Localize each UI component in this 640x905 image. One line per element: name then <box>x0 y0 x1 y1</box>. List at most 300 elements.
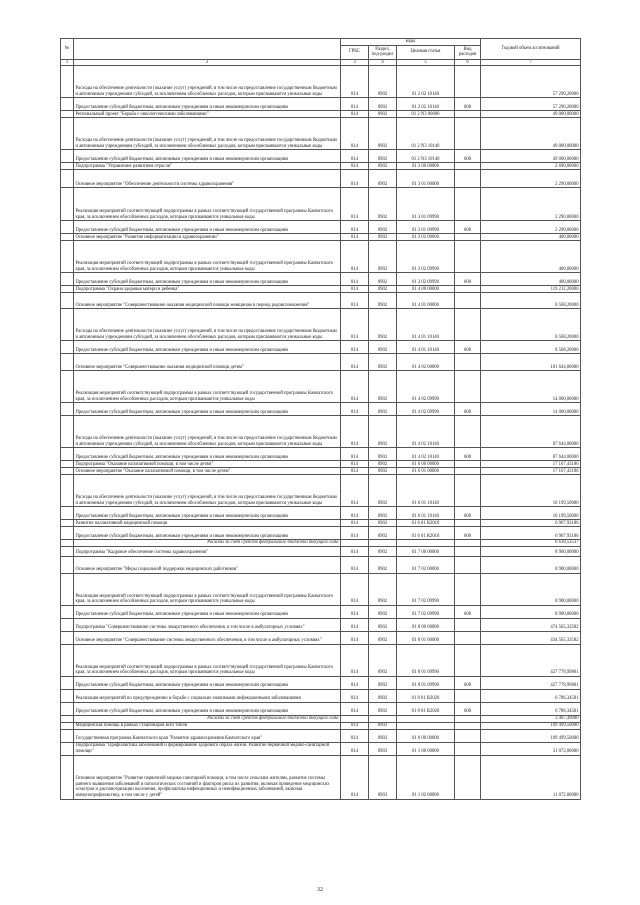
cell-grbs: 814 <box>341 286 369 293</box>
table-row <box>61 729 581 742</box>
cell-razdel: 0902 <box>369 354 397 371</box>
budget-table <box>60 38 581 800</box>
cell-razdel: 0902 <box>369 66 397 98</box>
cell-csr: 01 1 02 00000 <box>397 755 455 799</box>
cell-grbs: 814 <box>341 475 369 507</box>
cell-num <box>61 188 74 221</box>
cell-num <box>61 546 74 556</box>
cell-grbs: 814 <box>341 170 369 188</box>
cell-name: Основное мероприятие "Совершенствование системы лекарственного обеспечения, в том числе в амбулаторных условиях" <box>74 631 341 644</box>
cell-num <box>61 507 74 520</box>
cell-vr <box>455 309 481 341</box>
cell-total: 49 000,00000 <box>481 111 581 118</box>
cell-name: Предоставление субсидий бюджетным, автономным учреждениям и иным некоммерческим организациям <box>74 98 341 111</box>
header-colnum: 4 <box>369 59 397 66</box>
cell-total: 400,00000 <box>481 241 581 273</box>
cell-num <box>61 371 74 403</box>
cell-vr: 600 <box>455 527 481 540</box>
cell-grbs: 814 <box>341 461 369 468</box>
header-vr: Вид расходов <box>455 45 481 59</box>
header-numbers-row <box>61 59 581 66</box>
cell-name: Подпрограмма "Профилактика заболеваний и формирование здорового образа жизни. Развитие первичной медико-санитарной помощи" <box>74 742 341 755</box>
table-row <box>61 527 581 540</box>
cell-num <box>61 170 74 188</box>
header-colnum: 7 <box>481 59 581 66</box>
cell-total: 8 900,00000 <box>481 556 581 573</box>
cell-total: 14 000,00000 <box>481 371 581 403</box>
cell-grbs: 814 <box>341 755 369 799</box>
cell-grbs: 814 <box>341 729 369 742</box>
cell-vr <box>455 286 481 293</box>
cell-name: Основное мероприятие "Совершенствование оказания медицинской помощи женщинам в период родовспоможения" <box>74 293 341 309</box>
cell-vr <box>455 118 481 150</box>
cell-num <box>61 354 74 371</box>
cell-razdel: 0902 <box>369 188 397 221</box>
header-num: № <box>61 39 74 60</box>
cell-vr: 600 <box>455 676 481 689</box>
cell-name: Основное мероприятие "Оказание паллиативной помощи, в том числе детям" <box>74 468 341 475</box>
cell-vr: 600 <box>455 273 481 286</box>
cell-total: 101 644,00000 <box>481 354 581 371</box>
table-row <box>61 689 581 702</box>
cell-num <box>61 676 74 689</box>
cell-grbs: 814 <box>341 98 369 111</box>
cell-name: Расходы на обеспечение деятельности (оказание услуг) учреждений, в том числе на предоставление государственным бюджетным и автономным учреждениям субсидий, за исключением обособленных расходов, которым присваиваются уникальные коды <box>74 475 341 507</box>
cell-razdel: 0902 <box>369 448 397 461</box>
cell-num <box>61 618 74 631</box>
cell-num <box>61 520 74 527</box>
cell-total: 17 167,43186 <box>481 468 581 475</box>
cell-vr <box>455 241 481 273</box>
table-row <box>61 631 581 644</box>
cell-grbs: 814 <box>341 273 369 286</box>
cell-num <box>61 416 74 448</box>
cell-vr <box>455 644 481 676</box>
header-grbs: ГРБС <box>341 45 369 59</box>
cell-vr: 600 <box>455 341 481 354</box>
header-total: Годовой объем ассигнований <box>481 39 581 60</box>
cell-vr <box>455 354 481 371</box>
cell-razdel: 0902 <box>369 618 397 631</box>
cell-grbs: 814 <box>341 676 369 689</box>
cell-vr <box>455 755 481 799</box>
cell-name: Основное мероприятие "Совершенствование оказания медицинской помощи детям" <box>74 354 341 371</box>
cell-total: 57 290,20000 <box>481 66 581 98</box>
cell-razdel: 0903 <box>369 729 397 742</box>
table-row <box>61 676 581 689</box>
table-row <box>61 118 581 150</box>
cell-grbs: 814 <box>341 722 369 729</box>
header-colnum: 3 <box>341 59 369 66</box>
cell-num <box>61 286 74 293</box>
cell-grbs: 814 <box>341 468 369 475</box>
cell-razdel: 0902 <box>369 286 397 293</box>
table-row <box>61 163 581 170</box>
cell-csr: 01 7 02 00000 <box>397 556 455 573</box>
cell-razdel: 0903 <box>369 722 397 729</box>
cell-csr: 01 4 00 00000 <box>397 286 455 293</box>
cell-razdel <box>369 540 397 547</box>
cell-razdel: 0902 <box>369 702 397 715</box>
header-name: Наименование <box>74 39 341 60</box>
cell-grbs: 814 <box>341 341 369 354</box>
cell-num <box>61 111 74 118</box>
cell-csr: 01 6 01 00000 <box>397 468 455 475</box>
cell-total: 6 967,93186 <box>481 520 581 527</box>
table-row <box>61 702 581 715</box>
cell-vr <box>455 66 481 98</box>
table-row <box>61 98 581 111</box>
table-row <box>61 170 581 188</box>
cell-grbs: 814 <box>341 118 369 150</box>
cell-name: Подпрограмма "Совершенствование системы лекарственного обеспечения, в том числе в амбулаторных условиях" <box>74 618 341 631</box>
cell-num <box>61 722 74 729</box>
cell-total: 400,00000 <box>481 273 581 286</box>
cell-csr: 01 4 02 09990 <box>397 403 455 416</box>
cell-csr: 01 8 00 00000 <box>397 618 455 631</box>
cell-vr: 600 <box>455 98 481 111</box>
cell-name: Реализация мероприятий соответствующей подпрограммы в рамках соответствующей государственной программы Камчатского края, за исключением обособленных расходов, которым присваиваются уникальные коды <box>74 573 341 605</box>
cell-razdel: 0902 <box>369 170 397 188</box>
cell-razdel: 0902 <box>369 293 397 309</box>
cell-name: Расходы на обеспечение деятельности (оказание услуг) учреждений, в том числе на предоставление государственным бюджетным и автономным учреждениям субсидий, за исключением обособленных расходов, которым присваиваются уникальные коды <box>74 309 341 341</box>
cell-vr <box>455 475 481 507</box>
cell-vr: 600 <box>455 605 481 618</box>
cell-razdel: 0902 <box>369 520 397 527</box>
table-row <box>61 520 581 527</box>
table-row <box>61 618 581 631</box>
cell-num <box>61 403 74 416</box>
cell-razdel: 0902 <box>369 273 397 286</box>
cell-vr: 600 <box>455 403 481 416</box>
cell-vr <box>455 520 481 527</box>
cell-num <box>61 631 74 644</box>
cell-num <box>61 475 74 507</box>
cell-vr: 600 <box>455 150 481 163</box>
cell-csr: 01 2 N3 10140 <box>397 118 455 150</box>
cell-name: Реализация мероприятий соответствующей подпрограммы в рамках соответствующей государственной программы Камчатского края, за исключением обособленных расходов, которым присваиваются уникальные коды <box>74 371 341 403</box>
cell-num <box>61 556 74 573</box>
cell-num <box>61 241 74 273</box>
cell-num <box>61 689 74 702</box>
cell-grbs: 814 <box>341 507 369 520</box>
cell-name: Подпрограмма "Кадровое обеспечение системы здравоохранения" <box>74 546 341 556</box>
cell-num <box>61 605 74 618</box>
cell-num <box>61 150 74 163</box>
cell-total: 87 644,00000 <box>481 448 581 461</box>
cell-num <box>61 273 74 286</box>
page-number: 32 <box>317 887 323 893</box>
cell-name: Основное мероприятие "Развитие первичной медико-санитарной помощи, в том числе сельским жителям, развитие системы раннего выявления заболеваний и патологических состояний и факторов риска их развития, включая проведение медицинских осмотров и диспансеризации населения, профилактика инфекционных и неинфекционных заболеваний, включая иммунопрофилактику, в том числе у детей" <box>74 755 341 799</box>
cell-num <box>61 163 74 170</box>
cell-total: 10 199,50000 <box>481 507 581 520</box>
cell-grbs: 814 <box>341 111 369 118</box>
table-row <box>61 221 581 234</box>
table-row <box>61 475 581 507</box>
cell-name: Расходы за счет средств федерального бюджета текущего года <box>74 715 341 722</box>
cell-total: 11 072,00000 <box>481 755 581 799</box>
cell-csr: 01 1 00 00000 <box>397 742 455 755</box>
cell-num <box>61 461 74 468</box>
cell-grbs: 814 <box>341 556 369 573</box>
cell-num <box>61 221 74 234</box>
cell-num <box>61 98 74 111</box>
cell-csr: 01 2 N3 10140 <box>397 150 455 163</box>
table-row <box>61 309 581 341</box>
cell-name: Предоставление субсидий бюджетным, автономным учреждениям и иным некоммерческим организациям <box>74 273 341 286</box>
cell-vr <box>455 293 481 309</box>
table-row <box>61 354 581 371</box>
cell-razdel: 0902 <box>369 416 397 448</box>
cell-razdel: 0902 <box>369 546 397 556</box>
cell-total: 6 786,34581 <box>481 702 581 715</box>
cell-grbs: 814 <box>341 163 369 170</box>
cell-razdel: 0902 <box>369 221 397 234</box>
cell-total: 14 000,00000 <box>481 403 581 416</box>
table-row <box>61 188 581 221</box>
cell-razdel: 0902 <box>369 468 397 475</box>
table-body <box>61 66 581 799</box>
table-row <box>61 507 581 520</box>
cell-razdel: 0902 <box>369 676 397 689</box>
cell-num <box>61 540 74 547</box>
cell-vr <box>455 234 481 241</box>
cell-name: Предоставление субсидий бюджетным, автономным учреждениям и иным некоммерческим организациям <box>74 150 341 163</box>
cell-csr: 01 4 01 10140 <box>397 341 455 354</box>
cell-vr <box>455 371 481 403</box>
cell-total: 49 000,00000 <box>481 150 581 163</box>
cell-grbs: 814 <box>341 742 369 755</box>
cell-name: Подпрограмма "Управление развитием отрасли" <box>74 163 341 170</box>
cell-vr <box>455 729 481 742</box>
table-row <box>61 644 581 676</box>
table-row <box>61 715 581 722</box>
table-row <box>61 341 581 354</box>
table-row <box>61 371 581 403</box>
cell-grbs: 814 <box>341 448 369 461</box>
cell-total: 6 786,34581 <box>481 689 581 702</box>
cell-grbs: 814 <box>341 293 369 309</box>
cell-name: Расходы на обеспечение деятельности (оказание услуг) учреждений, в том числе на предоставление государственным бюджетным и автономным учреждениям субсидий, за исключением обособленных расходов, которым присваиваются уникальные коды <box>74 416 341 448</box>
cell-razdel: 0902 <box>369 371 397 403</box>
cell-num <box>61 527 74 540</box>
cell-num <box>61 341 74 354</box>
cell-name: Расходы за счет средств федерального бюджета текущего года <box>74 540 341 547</box>
table-row <box>61 461 581 468</box>
cell-razdel: 0902 <box>369 475 397 507</box>
cell-csr: 01 4 01 10140 <box>397 309 455 341</box>
cell-vr <box>455 689 481 702</box>
table-row <box>61 546 581 556</box>
cell-razdel: 0902 <box>369 527 397 540</box>
cell-name: Основное мероприятие "Развитие информатизации в здравоохранении" <box>74 234 341 241</box>
cell-csr: 01 6 01 10140 <box>397 475 455 507</box>
cell-total: 2 290,00000 <box>481 170 581 188</box>
cell-razdel: 0902 <box>369 341 397 354</box>
cell-total: 8 900,00000 <box>481 573 581 605</box>
header-colnum: 5 <box>397 59 455 66</box>
cell-vr <box>455 170 481 188</box>
cell-grbs: 814 <box>341 520 369 527</box>
document-page <box>60 38 580 800</box>
cell-vr <box>455 461 481 468</box>
table-row <box>61 286 581 293</box>
cell-grbs: 814 <box>341 241 369 273</box>
cell-num <box>61 309 74 341</box>
cell-csr <box>397 715 455 722</box>
cell-csr: 01 4 02 10140 <box>397 416 455 448</box>
cell-grbs <box>341 715 369 722</box>
cell-name: Предоставление субсидий бюджетным, автономным учреждениям и иным некоммерческим организациям <box>74 676 341 689</box>
cell-name: Подпрограмма "Охрана здоровья матери и ребенка" <box>74 286 341 293</box>
cell-csr: 01 3 01 09990 <box>397 221 455 234</box>
table-row <box>61 416 581 448</box>
cell-total: 6 618,53537 <box>481 540 581 547</box>
cell-razdel: 0902 <box>369 111 397 118</box>
cell-name: Основное мероприятие "Обеспечение деятельности системы здравоохранения" <box>74 170 341 188</box>
table-row <box>61 293 581 309</box>
cell-vr <box>455 416 481 448</box>
cell-grbs: 814 <box>341 689 369 702</box>
cell-csr <box>397 540 455 547</box>
cell-total: 3 407,49000 <box>481 715 581 722</box>
cell-csr: 01 3 02 00000 <box>397 234 455 241</box>
cell-num <box>61 573 74 605</box>
cell-razdel: 0902 <box>369 150 397 163</box>
table-row <box>61 605 581 618</box>
cell-vr <box>455 631 481 644</box>
table-row <box>61 722 581 729</box>
cell-razdel: 0902 <box>369 234 397 241</box>
cell-razdel <box>369 715 397 722</box>
cell-vr: 600 <box>455 221 481 234</box>
cell-name: Предоставление субсидий бюджетным, автономным учреждениям и иным некоммерческим организациям <box>74 403 341 416</box>
cell-total: 119 212,20000 <box>481 286 581 293</box>
cell-num <box>61 66 74 98</box>
cell-grbs: 814 <box>341 605 369 618</box>
cell-csr: 01 7 02 09990 <box>397 573 455 605</box>
cell-vr <box>455 556 481 573</box>
cell-vr: 600 <box>455 448 481 461</box>
cell-grbs: 814 <box>341 188 369 221</box>
cell-razdel: 0902 <box>369 461 397 468</box>
cell-total: 427 778,99801 <box>481 644 581 676</box>
cell-total: 17 167,43186 <box>481 461 581 468</box>
cell-total: 109 499,50000 <box>481 729 581 742</box>
cell-name: Реализация мероприятий по предупреждению и борьбе с социально значимыми инфекционными заболеваниями <box>74 689 341 702</box>
cell-total: 400,00000 <box>481 234 581 241</box>
cell-razdel: 0902 <box>369 556 397 573</box>
cell-total: 6 967,93186 <box>481 527 581 540</box>
header-razdel: Раздел, под-раздел <box>369 45 397 59</box>
table-row <box>61 755 581 799</box>
cell-vr <box>455 188 481 221</box>
cell-grbs: 814 <box>341 527 369 540</box>
table-row <box>61 111 581 118</box>
cell-csr: 01 8 01 00000 <box>397 631 455 644</box>
cell-name: Предоставление субсидий бюджетным, автономным учреждениям и иным некоммерческим организациям <box>74 448 341 461</box>
cell-name: Предоставление субсидий бюджетным, автономным учреждениям и иным некоммерческим организациям <box>74 702 341 715</box>
table-row <box>61 540 581 547</box>
cell-razdel: 0903 <box>369 742 397 755</box>
cell-name: Предоставление субсидий бюджетным, автономным учреждениям и иным некоммерческим организациям <box>74 221 341 234</box>
table-row <box>61 742 581 755</box>
cell-vr: 600 <box>455 702 481 715</box>
cell-vr <box>455 742 481 755</box>
cell-csr: 01 3 02 09990 <box>397 241 455 273</box>
cell-csr: 01 6 01 10140 <box>397 507 455 520</box>
table-row <box>61 468 581 475</box>
cell-csr: 01 8 01 R2020 <box>397 702 455 715</box>
cell-razdel: 0902 <box>369 689 397 702</box>
cell-num <box>61 118 74 150</box>
cell-csr: 01 8 01 09990 <box>397 676 455 689</box>
cell-grbs: 814 <box>341 644 369 676</box>
cell-grbs <box>341 540 369 547</box>
cell-csr: 01 3 01 09990 <box>397 188 455 221</box>
cell-total: 10 199,50000 <box>481 475 581 507</box>
cell-vr <box>455 163 481 170</box>
cell-razdel: 0902 <box>369 573 397 605</box>
cell-grbs: 814 <box>341 702 369 715</box>
cell-num <box>61 702 74 715</box>
cell-csr: 01 6 01 R2010 <box>397 527 455 540</box>
cell-total: 2 690,00000 <box>481 163 581 170</box>
cell-csr: 01 8 01 09990 <box>397 644 455 676</box>
header-csr: Целевая статья <box>397 45 455 59</box>
cell-grbs: 814 <box>341 416 369 448</box>
cell-razdel: 0902 <box>369 309 397 341</box>
table-row <box>61 150 581 163</box>
cell-total: 57 290,20000 <box>481 98 581 111</box>
cell-vr: 600 <box>455 507 481 520</box>
cell-name: Государственная программа Камчатского края "Развитие здравоохранения Камчатского края" <box>74 729 341 742</box>
cell-grbs: 814 <box>341 618 369 631</box>
cell-num <box>61 729 74 742</box>
cell-num <box>61 448 74 461</box>
cell-num <box>61 234 74 241</box>
cell-total: 427 778,99801 <box>481 676 581 689</box>
cell-csr: 01 2 02 10140 <box>397 98 455 111</box>
cell-csr: 01 4 02 09990 <box>397 371 455 403</box>
table-row <box>61 448 581 461</box>
cell-grbs: 814 <box>341 354 369 371</box>
cell-razdel: 0902 <box>369 241 397 273</box>
cell-total: 31 072,00000 <box>481 742 581 755</box>
cell-grbs: 814 <box>341 66 369 98</box>
header-colnum: 6 <box>455 59 481 66</box>
cell-total: 87 644,00000 <box>481 416 581 448</box>
table-row <box>61 241 581 273</box>
cell-name: Предоставление субсидий бюджетным, автономным учреждениям и иным некоммерческим организациям <box>74 507 341 520</box>
cell-total: 8 568,20000 <box>481 309 581 341</box>
cell-name: Региональный проект "Борьба с онкологическими заболеваниями" <box>74 111 341 118</box>
cell-total: 2 290,00000 <box>481 221 581 234</box>
table-row <box>61 573 581 605</box>
cell-num <box>61 468 74 475</box>
cell-num <box>61 755 74 799</box>
cell-name: Подпрограмма "Оказание паллиативной помощи, в том числе детям" <box>74 461 341 468</box>
cell-total: 109 499,50000 <box>481 722 581 729</box>
cell-csr: 01 4 02 10140 <box>397 448 455 461</box>
cell-grbs: 814 <box>341 546 369 556</box>
cell-total: 49 000,00000 <box>481 118 581 150</box>
cell-csr: 01 2 02 10140 <box>397 66 455 98</box>
cell-vr <box>455 111 481 118</box>
header-codes: коды <box>341 39 481 46</box>
cell-name: Реализация мероприятий соответствующей подпрограммы в рамках соответствующей государственной программы Камчатского края, за исключением обособленных расходов, которым присваиваются уникальные коды <box>74 241 341 273</box>
cell-vr <box>455 573 481 605</box>
